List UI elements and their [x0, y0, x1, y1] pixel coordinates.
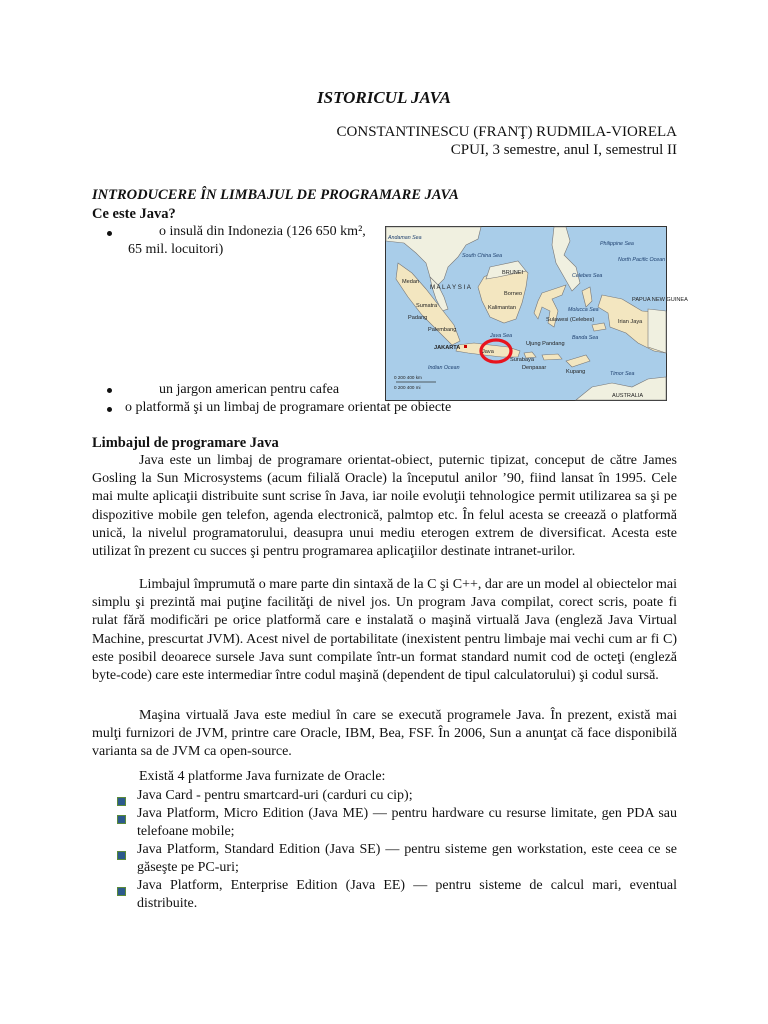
bullet-square-icon: [117, 793, 126, 811]
map-label-palembang: Palembang: [428, 327, 457, 333]
map-label-irian-jaya: Irian Jaya: [618, 319, 643, 325]
map-label-celebes-sea: Celebes Sea: [572, 273, 603, 279]
map-label-banda-sea: Banda Sea: [572, 335, 599, 341]
bullet-square-icon: [117, 811, 126, 829]
map-label-medan: Medan: [402, 279, 420, 285]
map-label-sumatra: Sumatra: [416, 303, 438, 309]
bullet-square-icon: [117, 847, 126, 865]
map-label-ujung-pandang: Ujung Pandang: [526, 341, 565, 347]
map-label-brunei: BRUNEI: [502, 270, 524, 276]
map-label-kalimantan: Kalimantan: [488, 305, 516, 311]
map-label-indian-ocean: Indian Ocean: [428, 365, 460, 371]
platform-item-java-se: Java Platform, Standard Edition (Java SE) — pentru sisteme gen workstation, este ceea ce se găseşte pe PC-uri;: [137, 842, 677, 876]
platforms-intro: Există 4 platforme Java furnizate de Oracle:: [139, 769, 386, 784]
map-label-sulawesi: Sulawesi (Celebes): [546, 317, 595, 323]
map-label-philippine-sea: Philippine Sea: [600, 241, 634, 247]
map-label-molucca-sea: Molucca Sea: [568, 307, 599, 313]
section-heading: INTRODUCERE ÎN LIMBAJUL DE PROGRAMARE JAVA: [92, 187, 459, 203]
paragraph-jvm: Maşina virtuală Java este mediul în care se execută programele Java. În prezent, există mai mulţi furnizori de JVM, printre care Oracle, IBM, Bea, FSF. În 2006, Sun a anunţat că face disponibilă varianta sa de JVM ca open-source.: [92, 708, 677, 760]
subheading-java-language: Limbajul de programare Java: [92, 435, 279, 451]
map-label-surabaya: Surabaya: [510, 357, 534, 363]
map-label-denpasar: Denpasar: [522, 365, 547, 371]
map-label-timor-sea: Timor Sea: [610, 371, 635, 377]
map-label-australia: AUSTRALIA: [612, 393, 644, 399]
map-label-padang: Padang: [408, 315, 428, 321]
indonesia-map: [385, 226, 688, 401]
map-label-kupang: Kupang: [566, 369, 586, 375]
map-label-borneo: Borneo: [504, 291, 523, 297]
map-scale-mi: 0 200 400 mi: [394, 385, 421, 390]
map-scale-km: 0 200 400 km: [394, 375, 422, 380]
platform-item-java-me: Java Platform, Micro Edition (Java ME) — pentru hardware cu resurse limitate, gen PDA sau telefoane mobile;: [137, 806, 677, 840]
map-label-malaysia: M A L A Y S I A: [430, 284, 471, 291]
bullet-island-line1: o insulă din Indonezia (126 650 km²,: [159, 224, 366, 239]
bullet-dot: [107, 225, 112, 241]
paragraph-syntax: Limbajul împrumută o mare parte din sintaxă de la C şi C++, dar are un model al obiectelor mai simplu şi prezintă mai puţine facilităţi de nivel jos. Un program Java compilat, corect scris, poate fi rulat fără modificări pe orice platformă care e instalată o maşină virtuală Java (engleză Java Virtual Machine, prescurtat JVM). Acest nivel de portabilitate (inexistent pentru limbaje mai vechi cum ar fi C) este posibil deoarece sursele Java sunt compilate într-un format standard numit cod de octeţi (engleză byte-code) care este intermediar între codul maşină (dependent de tipul calculatorului) şi codul sursă.: [92, 577, 677, 684]
bullet-dot: [107, 382, 112, 398]
bullet-square-icon: [117, 883, 126, 901]
map-label-jakarta: JAKARTA: [434, 345, 461, 351]
map-label-java-sea: Java Sea: [490, 333, 513, 339]
bullet-dot: [107, 401, 112, 417]
question-heading: Ce este Java?: [92, 206, 176, 222]
author-name: CONSTANTINESCU (FRANŢ) RUDMILA-VIORELA: [336, 124, 677, 140]
map-graphic: [386, 227, 688, 400]
platform-item-java-ee: Java Platform, Enterprise Edition (Java EE) — pentru sisteme de calcul mari, eventual distribuite.: [137, 878, 677, 912]
bullet-island-line2: 65 mil. locuitori): [128, 242, 224, 257]
author-block: [337, 123, 677, 159]
map-label-south-china-sea: South China Sea: [462, 253, 503, 259]
platform-item-java-card: Java Card - pentru smartcard-uri (carduri cu cip);: [137, 788, 413, 803]
document-title: ISTORICUL JAVA: [317, 88, 451, 107]
bullet-platform: o platformă şi un limbaj de programare orientat pe obiecte: [125, 400, 452, 415]
bullet-jargon: un jargon american pentru cafea: [159, 382, 340, 397]
map-label-north-pacific-ocean: North Pacific Ocean: [618, 257, 666, 263]
map-label-png: PAPUA NEW GUINEA: [632, 297, 688, 303]
paragraph-intro: Java este un limbaj de programare orientat-obiect, puternic tipizat, conceput de către James Gosling la Sun Microsystems (acum filială Oracle) la începutul anilor ’90, fiind lansat în 1995. Cele mai multe aplicaţii distribuite sunt scrise în Java, iar noile evoluţii tehnologice permit utilizarea sa şi pe dispozitive mobile gen telefon, agenda electronică, palmtop etc. În felul acesta se creează o platformă unică, la nivelul programatorului, deasupra unui mediu eterogen extrem de diversificat. Acesta este utilizat în prezent cu succes şi pentru programarea aplicaţiilor destinate intranet-urilor.: [92, 453, 677, 560]
author-affiliation: CPUI, 3 semestre, anul I, semestrul II: [450, 142, 677, 158]
map-label-andaman-sea: Andaman Sea: [388, 235, 422, 241]
map-label-java: Java: [482, 349, 494, 355]
